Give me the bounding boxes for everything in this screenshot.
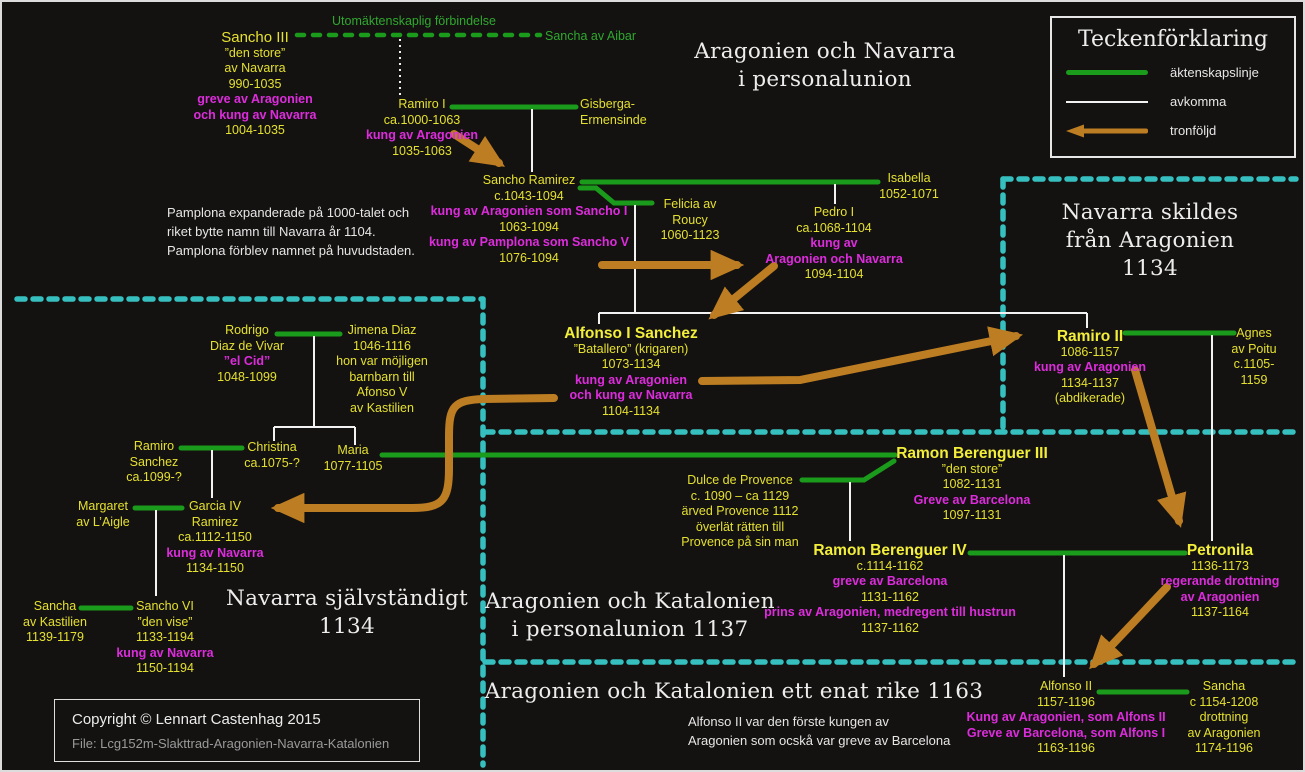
text-line: Felicia av	[663, 197, 717, 211]
text-line: ”den vise”	[137, 614, 193, 629]
text-line: hon var möjligen	[336, 354, 428, 368]
text-line: Ramiro II	[1056, 328, 1124, 345]
text-line: c.1105-	[1233, 357, 1275, 371]
text-line: 1134-1137	[1061, 375, 1119, 390]
text-line: drottning	[1199, 710, 1249, 724]
text-line: Aragonien och Katalonien	[485, 589, 775, 614]
person-garcia-iv-ramirez	[166, 499, 263, 577]
text-line: Kung av Aragonien, som Alfons II	[966, 710, 1166, 724]
text-line: Sancho Ramirez	[482, 173, 576, 187]
person-rodrigo-el-cid	[210, 323, 284, 385]
text-line: Ramiro I	[398, 97, 446, 111]
text-line: 1134	[1122, 256, 1178, 281]
text-line: och kung av Navarra	[193, 107, 317, 122]
text-line: Sancha	[1202, 679, 1246, 693]
text-line: 1136-1173	[1191, 558, 1249, 573]
text-line: Aragonien och Katalonien ett enat rike 1163	[484, 679, 984, 704]
text-line: Aragonien och Navarra	[765, 251, 903, 266]
person-dulce-de-provence	[681, 473, 798, 551]
text-line: ca.1099-?	[126, 470, 182, 484]
legend-row-marriage	[1066, 65, 1280, 80]
text-line: 1104-1134	[602, 403, 660, 418]
text-line: 1134	[319, 614, 375, 639]
text-line: ”Batallero” (krigaren)	[573, 341, 689, 356]
text-line: Rodrigo	[225, 323, 269, 337]
text-line: Sancho III	[221, 29, 289, 46]
text-line: av Navarra	[224, 61, 286, 75]
text-line: Ramon Berenguer III	[896, 445, 1048, 462]
text-line: prins av Aragonien, medregent till hustrun	[764, 605, 1016, 619]
text-line: 1046-1116	[353, 338, 411, 353]
text-line: Ramiro	[133, 439, 175, 453]
legend-row-succession	[1066, 123, 1280, 138]
text-line: 1134-1150	[186, 561, 244, 575]
text-line: kung av Aragonien som Sancho I	[430, 204, 628, 218]
text-line: 1073-1134	[601, 357, 661, 371]
text-line: Christina	[247, 440, 297, 454]
text-line: 1150-1194	[136, 661, 194, 675]
text-line: Ramon Berenguer IV	[813, 542, 967, 559]
text-line: kung av Navarra	[116, 645, 214, 660]
text-line: Navarra skildes	[1061, 200, 1239, 225]
person-gisberga-ermensinde	[580, 97, 647, 128]
text-line: Roucy	[672, 212, 708, 227]
succession-arrow-petronila-alfonso2	[1094, 587, 1167, 664]
succession-arrow-swatch	[1066, 124, 1170, 138]
text-line: Pamplona expanderade på 1000-talet och	[167, 205, 410, 220]
text-line: av Kastilien	[350, 400, 414, 415]
text-line: Aragonien och Navarra	[694, 39, 956, 64]
text-line: Margaret	[77, 499, 129, 513]
text-line: 1163-1196	[1037, 741, 1095, 755]
text-line: av Poitu	[1231, 341, 1277, 356]
text-line: 1133-1194	[136, 630, 194, 644]
person-pedro-i	[765, 205, 903, 283]
text-line: ca.1112-1150	[178, 530, 252, 544]
text-line: ”el Cid”	[223, 354, 271, 368]
text-line: c 1154-1208	[1189, 694, 1259, 709]
text-line: Pamplona förblev namnet på huvudstaden.	[167, 243, 415, 258]
person-alfonso-ii	[966, 679, 1165, 757]
text-line: Sanchez	[129, 454, 179, 469]
text-line: ca.1000-1063	[383, 112, 461, 127]
text-line: regerande drottning	[1160, 574, 1280, 588]
text-line: Ramirez	[191, 514, 239, 529]
person-sancho-vi	[116, 599, 213, 677]
text-line: ca.1068-1104	[796, 220, 872, 235]
text-line: i personalunion 1137	[511, 617, 749, 642]
text-line: kung av Navarra	[166, 545, 264, 560]
text-line: och kung av Navarra	[569, 388, 693, 402]
text-line: c. 1090 – ca 1129	[690, 488, 790, 503]
title-aragonien-katalonien-enat-rike	[485, 678, 983, 706]
person-jimena-diaz	[336, 323, 428, 416]
file-name-text: File: Lcg152m-Slakttrad-Aragonien-Navarra-Katalonien	[72, 736, 390, 751]
legend-label-marriage: äktenskapslinje	[1170, 65, 1259, 80]
text-line: 1137-1164	[1191, 605, 1249, 619]
marriage-line-dulce-ramonberenguer3	[802, 461, 894, 480]
text-line: Gisberga-	[580, 97, 635, 111]
title-aragonien-katalonien-personalunion	[485, 588, 775, 644]
text-line: Maria	[337, 443, 369, 457]
legend-label-succession: tronföljd	[1170, 123, 1217, 138]
text-line: 1159	[1240, 372, 1268, 387]
text-line: kung av Aragonien	[365, 128, 479, 142]
person-ramiro-ii	[1034, 329, 1146, 407]
text-line: 1077-1105	[323, 458, 383, 473]
text-line: från Aragonien	[1065, 228, 1235, 253]
person-christina	[244, 440, 300, 471]
title-aragonien-navarra-personalunion	[694, 38, 955, 94]
person-sancho-ramirez	[429, 173, 629, 266]
person-ramiro-sanchez	[126, 439, 182, 486]
text-line: Sancha	[33, 599, 77, 613]
descent-line-swatch	[1066, 101, 1170, 103]
text-line: 1035-1063	[392, 143, 452, 158]
text-line: 1097-1131	[942, 508, 1002, 522]
person-isabella	[879, 171, 939, 202]
text-line: av Kastilien	[23, 614, 87, 629]
text-line: Greve av Barcelona	[913, 492, 1031, 507]
text-line: Petronila	[1186, 542, 1254, 559]
text-line: Navarra självständigt	[225, 586, 469, 611]
note-pamplona	[167, 203, 415, 260]
text-line: 1094-1104	[804, 267, 864, 281]
succession-arrow-alfonso1-ramiro2	[702, 336, 1016, 381]
text-line: i personalunion	[738, 67, 912, 92]
text-line: överlät rätten till	[695, 519, 785, 534]
text-line: 1131-1162	[861, 589, 919, 604]
text-line: 990-1035	[228, 76, 282, 91]
text-line: kung av	[810, 236, 858, 250]
text-line: 1048-1099	[217, 369, 277, 384]
legend-title: Teckenförklaring	[1077, 27, 1269, 52]
note-alfonso-ii	[688, 712, 950, 750]
text-line: Pedro I	[813, 205, 855, 219]
title-navarra-skildes	[1062, 199, 1239, 283]
text-line: kung av Aragonien	[1033, 360, 1147, 374]
text-line: 1060-1123	[660, 228, 720, 242]
text-line: 1052-1071	[879, 186, 939, 201]
person-margaret-av-laigle	[76, 499, 130, 530]
legend-row-descent	[1066, 94, 1280, 109]
text-line: 1137-1162	[861, 620, 919, 635]
text-line: Isabella	[887, 171, 931, 185]
text-line: 1076-1094	[499, 250, 559, 265]
title-navarra-sjalvstandigt	[226, 585, 468, 641]
person-felicia-av-roucy	[661, 197, 720, 244]
text-line: av Aragonien	[1187, 725, 1261, 740]
text-line: av Aragonien	[1180, 589, 1260, 604]
text-line: 1157-1196	[1037, 694, 1095, 709]
text-line: 1082-1131	[942, 477, 1002, 491]
copyright-text: Copyright © Lennart Castenhag 2015	[72, 711, 321, 728]
person-maria	[324, 443, 383, 474]
text-line: Aragonien som ocskå var greve av Barcelona	[688, 733, 951, 748]
person-sancha-drottning	[1188, 679, 1261, 757]
text-line: c.1043-1094	[494, 188, 564, 203]
text-line: Alfonso II var den förste kungen av	[688, 714, 889, 729]
person-agnes-av-poitu	[1231, 326, 1276, 388]
text-line: Jimena Diaz	[347, 323, 417, 337]
legend-box	[1050, 16, 1296, 158]
person-petronila	[1161, 543, 1280, 621]
text-line: av L’Aigle	[76, 514, 130, 529]
text-line: 1086-1157	[1060, 344, 1120, 359]
copyright-box	[54, 699, 420, 762]
text-line: riket bytte namn till Navarra år 1104.	[167, 224, 376, 239]
legend-label-descent: avkomma	[1170, 94, 1227, 109]
person-sancha-av-aibar	[545, 29, 636, 45]
label-utomaktenskaplig-forbindelse	[332, 14, 496, 30]
text-line: Diaz de Vivar	[209, 338, 285, 353]
text-line: Sancho VI	[136, 599, 194, 613]
person-ramiro-i	[366, 97, 478, 159]
text-line: Garcia IV	[188, 499, 242, 513]
text-line: Afonso V	[356, 385, 408, 399]
person-ramon-berenguer-iii	[896, 446, 1048, 524]
text-line: 1004-1035	[225, 123, 285, 137]
text-line: Alfonso II	[1039, 679, 1093, 693]
text-line: Dulce de Provence	[687, 473, 793, 487]
text-line: 1139-1179	[26, 630, 84, 644]
text-line: (abdikerade)	[1054, 391, 1126, 405]
text-line: Provence på sin man	[681, 535, 799, 549]
text-line: Utomäktenskaplig förbindelse	[332, 14, 496, 28]
text-line: Greve av Barcelona, som Alfons I	[966, 725, 1166, 740]
person-sancha-av-kastilien	[23, 599, 87, 646]
marriage-line-swatch	[1066, 70, 1170, 75]
text-line: Alfonso I Sanchez	[564, 325, 698, 342]
text-line: Sancha av Aibar	[545, 29, 637, 43]
text-line: kung av Pamplona som Sancho V	[428, 235, 630, 249]
text-line: c.1114-1162	[856, 558, 924, 573]
person-sancho-iii	[194, 30, 317, 139]
person-alfonso-i-sanchez	[564, 326, 698, 419]
text-line: greve av Barcelona	[832, 574, 948, 588]
text-line: greve av Aragonien	[197, 92, 313, 106]
text-line: ”den store”	[941, 461, 1003, 476]
text-line: 1063-1094	[499, 219, 559, 234]
text-line: barnbarn till	[349, 369, 415, 384]
text-line: ärved Provence 1112	[681, 504, 799, 518]
text-line: Agnes	[1236, 326, 1272, 340]
text-line: ”den store”	[224, 45, 286, 60]
person-ramon-berenguer-iv	[764, 543, 1016, 636]
text-line: ca.1075-?	[244, 455, 300, 470]
text-line: kung av Aragonien	[574, 372, 688, 387]
text-line: Ermensinde	[580, 112, 647, 127]
text-line: 1174-1196	[1195, 741, 1253, 755]
